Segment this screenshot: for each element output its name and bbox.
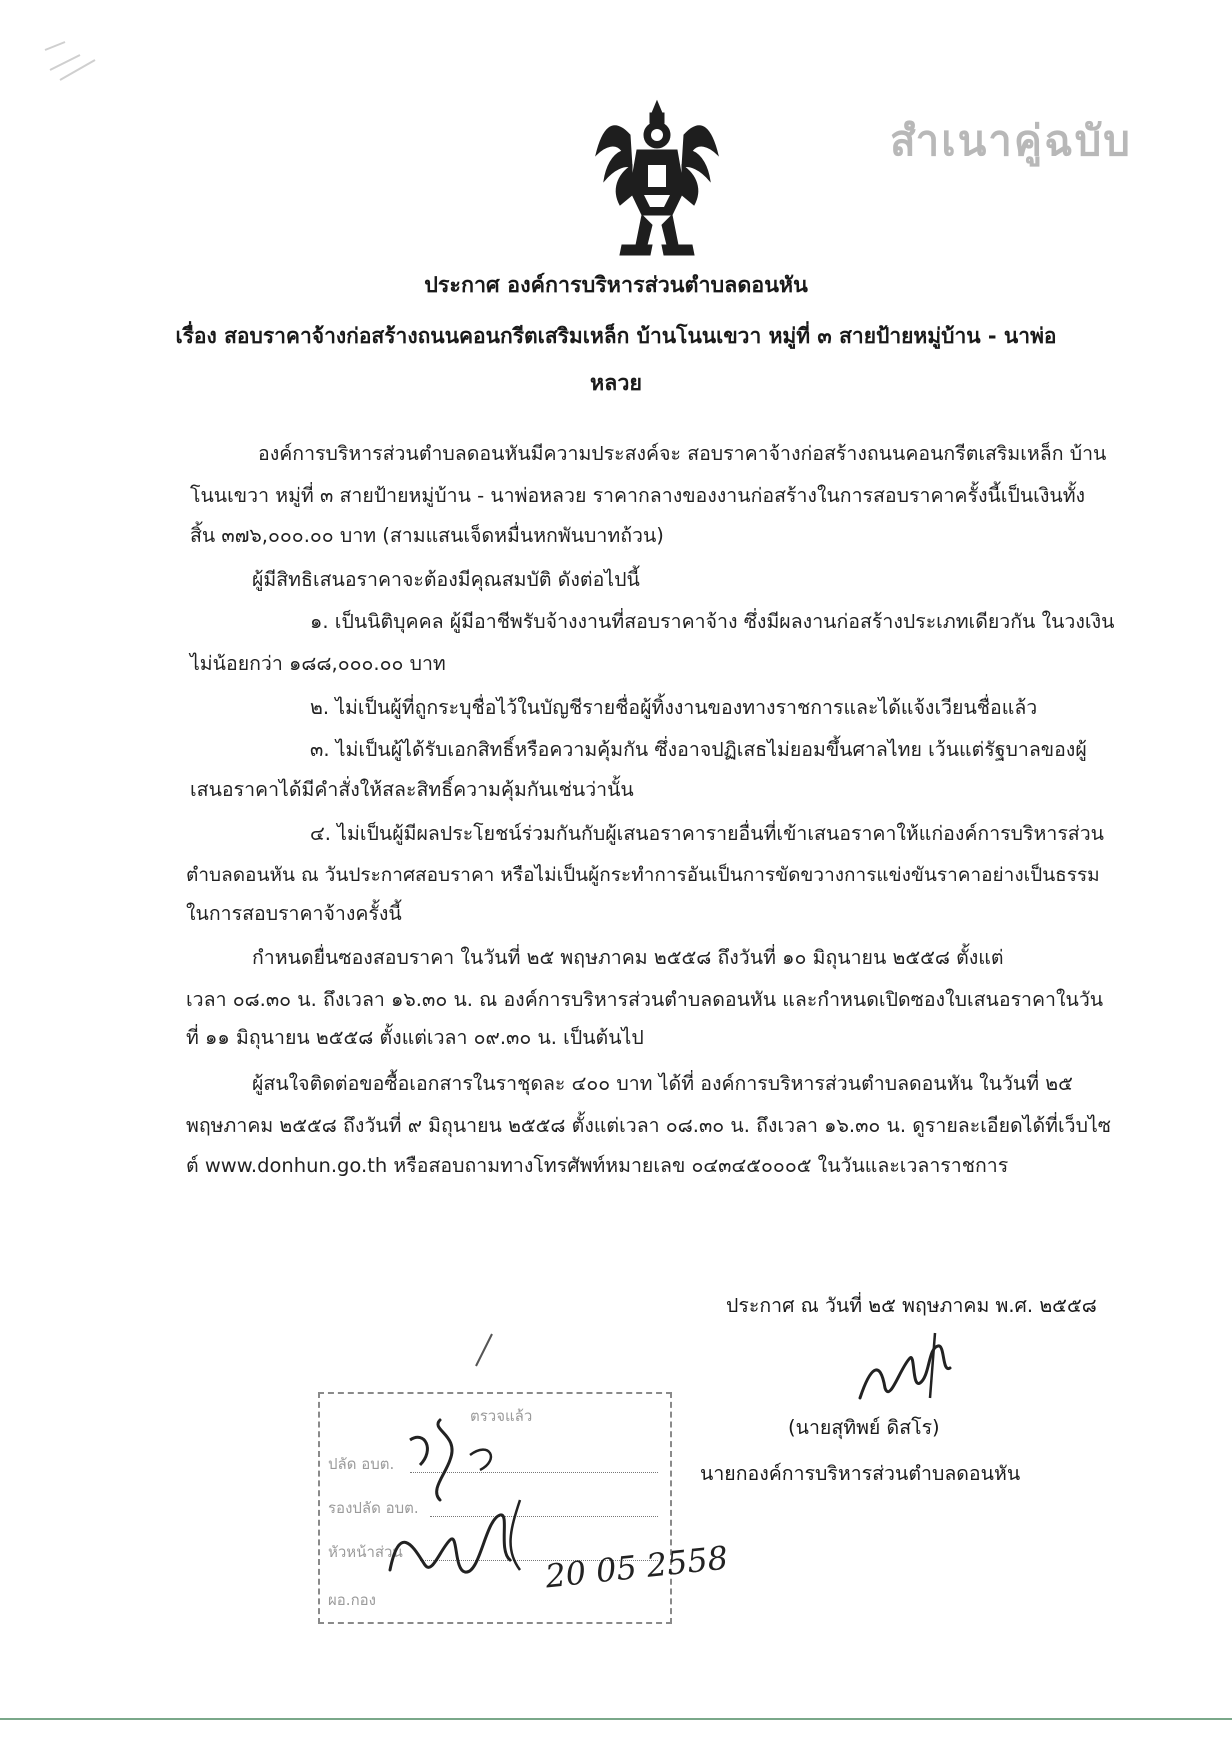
body-text-line: องค์การบริหารส่วนตำบลดอนหันมีความประสงค์จะ สอบราคาจ้างก่อสร้างถนนคอนกรีตเสริมเหล็ก บ้าน [258,442,1107,465]
announcement-date: ประกาศ ณ วันที่ ๒๕ พฤษภาคม พ.ศ. ๒๕๕๘ [726,1294,1097,1317]
condition-2: ๒. ไม่เป็นผู้ที่ถูกระบุชื่อไว้ในบัญชีรายชื่อผู้ทิ้งงานของทางราชการและได้แจ้งเวียนชื่อแล้ว [310,696,1038,719]
received-stamp-title: ตรวจแล้ว [470,1407,533,1425]
submission-schedule-cont: ที่ ๑๑ มิถุนายน ๒๕๕๘ ตั้งแต่เวลา ๐๙.๓๐ น. เป็นต้นไป [186,1026,644,1049]
announcement-subject-cont: หลวย [589,371,643,396]
received-stamp-row: ปลัด อบต. [328,1455,395,1473]
document-purchase-info: ผู้สนใจติดต่อขอซื้อเอกสารในราชุดละ ๔๐๐ บาท ได้ที่ องค์การบริหารส่วนตำบลดอนหัน ในวันที่ ๒๕ [252,1072,1073,1095]
qualifications-intro: ผู้มีสิทธิเสนอราคาจะต้องมีคุณสมบัติ ดังต่อไปนี้ [252,568,640,591]
submission-schedule-cont: เวลา ๐๘.๓๐ น. ถึงเวลา ๑๖.๓๐ น. ณ องค์การบริหารส่วนตำบลดอนหัน และกำหนดเปิดซองใบเสนอราคาในวัน [186,988,1104,1011]
document-purchase-info-cont: ต์ www.donhun.go.th หรือสอบถามทางโทรศัพท์หมายเลข ๐๔๓๔๕๐๐๐๕ ในวันและเวลาราชการ [186,1154,1009,1177]
condition-4-cont: ตำบลดอนหัน ณ วันประกาศสอบราคา หรือไม่เป็นผู้กระทำการอันเป็นการขัดขวางการแข่งขันราคาอย่างเป็นธรรม [186,864,1100,886]
pen-mark [470,1330,500,1370]
body-text-line: สิ้น ๓๗๖,๐๐๐.๐๐ บาท (สามแสนเจ็ดหมื่นหกพันบาทถ้วน) [190,524,664,547]
condition-1: ๑. เป็นนิติบุคคล ผู้มีอาชีพรับจ้างงานที่สอบราคาจ้าง ซึ่งมีผลงานก่อสร้างประเภทเดียวกัน ในวงเงิน [310,610,1115,633]
submission-schedule: กำหนดยื่นซองสอบราคา ในวันที่ ๒๕ พฤษภาคม ๒๕๕๘ ถึงวันที่ ๑๐ มิถุนายน ๒๕๕๘ ตั้งแต่ [252,946,1004,969]
received-stamp-row: ผอ.กอง [328,1591,376,1609]
body-text-line: โนนเขวา หมู่ที่ ๓ สายป้ายหมู่บ้าน - นาพ่อหลวย ราคากลางของงานก่อสร้างในการสอบราคาครั้งนี้เป็นเงินทั้ง [190,484,1086,507]
condition-3-cont: เสนอราคาได้มีคำสั่งให้สละสิทธิ์ความคุ้มกันเช่นว่านั้น [190,778,634,801]
bottom-edge-line [0,1718,1232,1720]
received-stamp-row: หัวหน้าส่วน [328,1543,403,1561]
garuda-emblem-icon [592,95,722,260]
condition-4-cont: ในการสอบราคาจ้างครั้งนี้ [186,902,402,925]
signature-mark [850,1328,970,1408]
corner-mark [40,30,120,90]
signatory-position: นายกองค์การบริหารส่วนตำบลดอนหัน [700,1462,1021,1485]
condition-1-cont: ไม่น้อยกว่า ๑๘๘,๐๐๐.๐๐ บาท [190,652,446,675]
condition-4: ๔. ไม่เป็นผู้มีผลประโยชน์ร่วมกันกับผู้เสนอราคารายอื่นที่เข้าเสนอราคาให้แก่องค์การบริหารส่วน [310,822,1104,845]
document-purchase-info-cont: พฤษภาคม ๒๕๕๘ ถึงวันที่ ๙ มิถุนายน ๒๕๕๘ ตั้งแต่เวลา ๐๘.๓๐ น. ถึงเวลา ๑๖.๓๐ น. ดูรายละเอียดได้ที่เว็บไซ [186,1114,1112,1137]
announcement-subject: เรื่อง สอบราคาจ้างก่อสร้างถนนคอนกรีตเสริมเหล็ก บ้านโนนเขวา หมู่ที่ ๓ สายป้ายหมู่บ้าน - นาพ่อ [175,324,1057,348]
copy-stamp: สำเนาคู่ฉบับ [890,116,1132,165]
signatory-name: (นายสุทิพย์ ดิสโร) [788,1416,940,1439]
condition-3: ๓. ไม่เป็นผู้ได้รับเอกสิทธิ์หรือความคุ้มกัน ซึ่งอาจปฏิเสธไม่ยอมขึ้นศาลไทย เว้นแต่รัฐบาลของผู้ [310,738,1087,761]
handwritten-date: 20 05 2558 [543,1538,730,1596]
received-stamp-row: รองปลัด อบต. [328,1499,419,1517]
announcement-title: ประกาศ องค์การบริหารส่วนตำบลดอนหัน [424,273,808,298]
